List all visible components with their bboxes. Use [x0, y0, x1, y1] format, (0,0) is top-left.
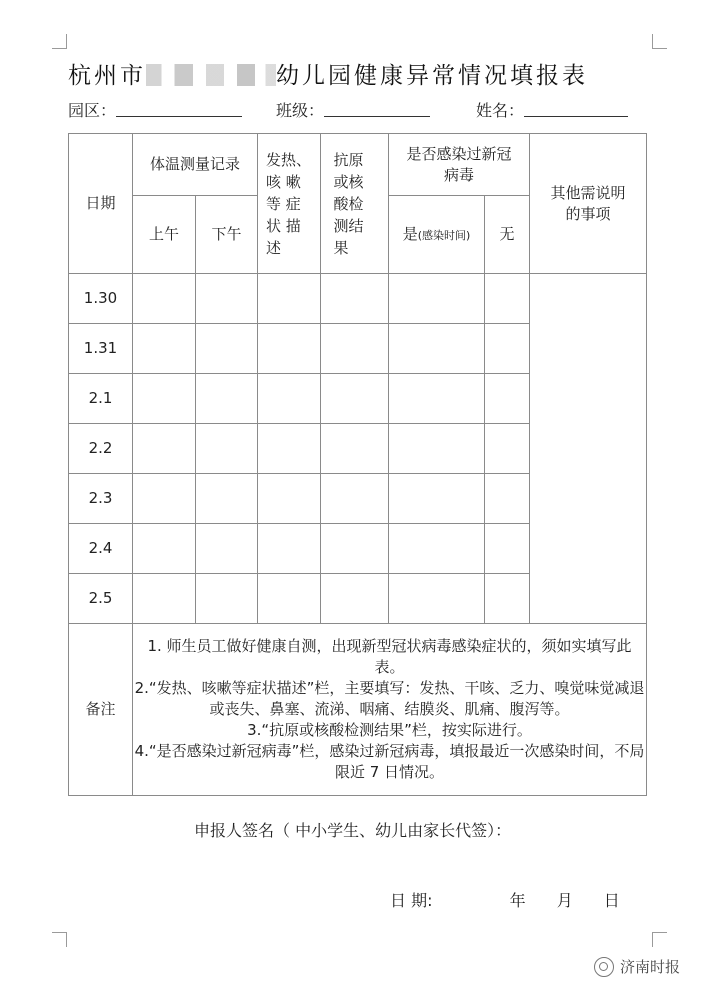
input-cell[interactable]	[258, 474, 321, 524]
input-cell[interactable]	[133, 524, 196, 574]
watermark	[594, 956, 680, 977]
test-result-header-text: 抗原 或核 酸检 测结 果	[333, 150, 364, 257]
class-label: 班级：	[276, 101, 325, 120]
input-cell[interactable]	[133, 324, 196, 374]
watermark-text: 济南时报	[620, 958, 681, 976]
input-cell[interactable]	[258, 324, 321, 374]
health-report-table	[68, 133, 647, 796]
input-cell[interactable]	[196, 524, 258, 574]
test-result-header	[321, 134, 389, 274]
input-cell[interactable]	[389, 524, 485, 574]
input-cell[interactable]	[485, 374, 530, 424]
date-header: 日期	[69, 134, 133, 274]
remark-item: 3.“抗原或核酸检测结果”栏，按实际进行。	[247, 721, 532, 739]
yes-note: (感染时间)	[417, 228, 471, 242]
input-cell[interactable]	[133, 424, 196, 474]
other-notes-header: 其他需说明的事项	[530, 134, 647, 274]
input-cell[interactable]	[485, 574, 530, 624]
class-field	[276, 98, 430, 121]
temperature-header: 体温测量记录	[133, 134, 258, 196]
input-cell[interactable]	[321, 524, 389, 574]
name-label: 姓名：	[476, 101, 525, 120]
input-cell[interactable]	[133, 274, 196, 324]
crop-mark-bottom-left	[52, 932, 67, 947]
input-cell[interactable]	[321, 574, 389, 624]
symptom-header-text: 发热、 咳 嗽 等 症 状 描 述	[266, 150, 312, 257]
campus-blank[interactable]	[116, 102, 242, 117]
input-cell[interactable]	[133, 374, 196, 424]
input-cell[interactable]	[196, 274, 258, 324]
input-cell[interactable]	[321, 324, 389, 374]
input-cell[interactable]	[389, 374, 485, 424]
input-cell[interactable]	[196, 324, 258, 374]
name-field	[476, 98, 628, 121]
remark-item: 1. 师生员工做好健康自测，出现新型冠状病毒感染症状的，须如实填写此表。	[147, 637, 632, 676]
name-blank[interactable]	[524, 102, 628, 117]
remark-item: 4.“是否感染过新冠病毒”栏，感染过新冠病毒，填报最近一次感染时间，不局限近 7 日情况。	[134, 742, 645, 781]
remark-item: 2.“发热、咳嗽等症状描述”栏，主要填写：发热、干咳、乏力、嗅觉味觉减退或丧失、鼻塞、流涕、咽痛、结膜炎、肌痛、腹泻等。	[134, 679, 645, 718]
input-cell[interactable]	[258, 374, 321, 424]
yes-label: 是	[402, 224, 418, 243]
input-cell[interactable]	[196, 424, 258, 474]
input-cell[interactable]	[321, 474, 389, 524]
input-cell[interactable]	[258, 424, 321, 474]
input-cell[interactable]	[389, 474, 485, 524]
campus-field	[68, 98, 242, 121]
date-cell: 2.5	[69, 574, 133, 624]
class-blank[interactable]	[324, 102, 430, 117]
date-label: 日 期:	[390, 891, 433, 910]
infected-no-header: 无	[485, 196, 530, 274]
input-cell[interactable]	[196, 574, 258, 624]
signature-line: 申报人签名（ 中小学生、幼儿由家长代签）：	[194, 821, 512, 840]
input-cell[interactable]	[321, 424, 389, 474]
input-cell[interactable]	[485, 474, 530, 524]
other-notes-cell[interactable]	[530, 274, 647, 624]
input-cell[interactable]	[485, 324, 530, 374]
input-cell[interactable]	[196, 474, 258, 524]
table-row	[69, 274, 647, 324]
crop-mark-top-right	[652, 34, 667, 49]
remarks-label: 备注	[69, 624, 133, 796]
campus-label: 园区：	[68, 101, 117, 120]
remarks-row	[69, 624, 647, 796]
input-cell[interactable]	[258, 574, 321, 624]
afternoon-header: 下午	[196, 196, 258, 274]
date-cell: 2.3	[69, 474, 133, 524]
input-cell[interactable]	[389, 274, 485, 324]
infected-header: 是否感染过新冠病毒	[389, 134, 530, 196]
input-cell[interactable]	[133, 574, 196, 624]
date-cell: 2.4	[69, 524, 133, 574]
month-label: 月	[556, 891, 573, 910]
page-title	[68, 57, 668, 90]
input-cell[interactable]	[321, 274, 389, 324]
redacted-name	[146, 64, 276, 86]
date-cell: 2.1	[69, 374, 133, 424]
input-cell[interactable]	[389, 424, 485, 474]
input-cell[interactable]	[485, 424, 530, 474]
input-cell[interactable]	[389, 574, 485, 624]
input-cell[interactable]	[485, 524, 530, 574]
date-line	[390, 888, 620, 911]
day-label: 日	[603, 891, 620, 910]
remarks-content	[133, 624, 647, 796]
title-suffix: 幼儿园健康异常情况填报表	[276, 63, 588, 89]
input-cell[interactable]	[133, 474, 196, 524]
infected-yes-header	[389, 196, 485, 274]
date-cell: 1.30	[69, 274, 133, 324]
wechat-logo-icon	[594, 957, 614, 977]
crop-mark-bottom-right	[652, 932, 667, 947]
morning-header: 上午	[133, 196, 196, 274]
input-cell[interactable]	[389, 324, 485, 374]
input-cell[interactable]	[321, 374, 389, 424]
date-cell: 1.31	[69, 324, 133, 374]
input-cell[interactable]	[258, 274, 321, 324]
input-cell[interactable]	[258, 524, 321, 574]
input-cell[interactable]	[196, 374, 258, 424]
date-cell: 2.2	[69, 424, 133, 474]
input-cell[interactable]	[485, 274, 530, 324]
crop-mark-top-left	[52, 34, 67, 49]
year-label: 年	[509, 891, 526, 910]
title-prefix: 杭州市	[68, 63, 146, 89]
symptom-header	[258, 134, 321, 274]
